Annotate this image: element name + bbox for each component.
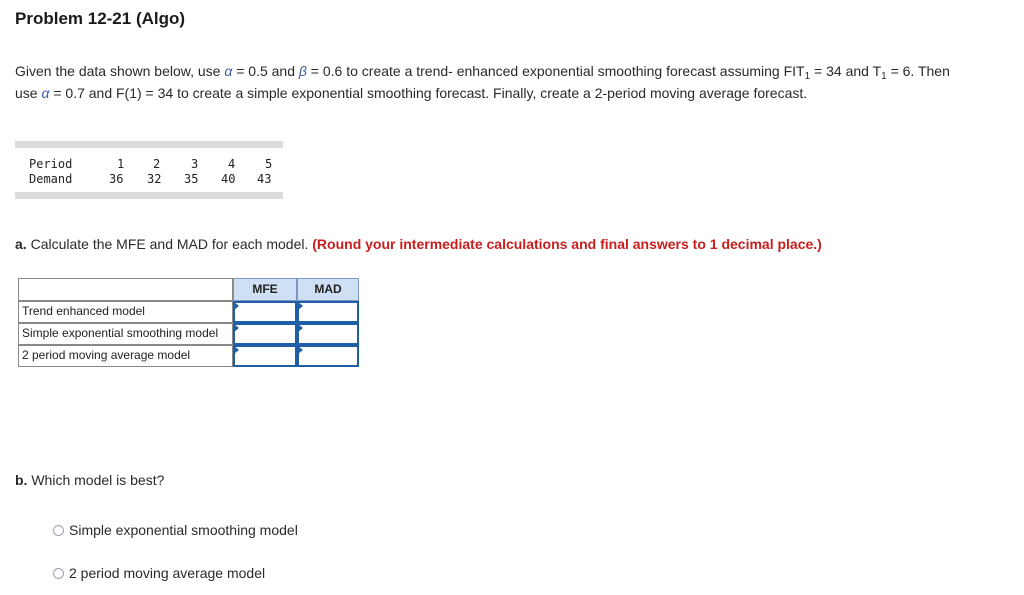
period-label: Period [29,157,73,171]
alpha-symbol: α [224,63,233,79]
part-b-text: Which model is best? [27,472,165,488]
period-cell: 4 [228,157,236,171]
row-label-trend-enhanced: Trend enhanced model [18,301,233,323]
demand-cell: 32 [147,172,162,186]
mfe-column-header: MFE [233,278,297,301]
ma-mfe-input[interactable] [233,345,297,367]
period-cell: 5 [265,157,273,171]
demand-cell: 43 [257,172,272,186]
radio-button[interactable] [53,525,64,536]
alpha-symbol-2: α [41,85,50,101]
trend-mad-input[interactable] [297,301,359,323]
option-moving-average[interactable] [53,565,265,581]
ses-mfe-input[interactable] [233,323,297,345]
part-a-label: a. [15,236,27,252]
instr-text-2: = 0.5 and [232,63,299,79]
demand-cell: 35 [184,172,199,186]
problem-title: Problem 12-21 (Algo) [15,9,186,28]
instr-text-4: = 34 and T [810,63,882,79]
trend-mad-field[interactable] [299,303,357,321]
period-cell: 2 [153,157,161,171]
period-cell: 3 [191,157,199,171]
ses-mad-field[interactable] [299,325,357,343]
part-a-question [15,236,822,252]
beta-symbol: β [298,63,307,79]
row-label-simple-exponential: Simple exponential smoothing model [18,323,233,345]
instr-text-6: = 0.7 and F(1) = 34 to create a simple exponential smoothing forecast. Finally, create a 2-period moving average forecast. [49,85,808,101]
option-label[interactable]: Simple exponential smoothing model [69,522,298,538]
ses-mfe-field[interactable] [235,325,295,343]
demand-data-table [15,141,283,199]
answer-table [18,278,359,367]
rounding-note: (Round your intermediate calculations and final answers to 1 decimal place.) [312,236,822,252]
part-b-question [15,472,164,488]
row-label-moving-average: 2 period moving average model [18,345,233,367]
period-cell: 1 [117,157,125,171]
demand-label: Demand [29,172,73,186]
trend-mfe-field[interactable] [235,303,295,321]
ma-mad-field[interactable] [299,347,357,365]
trend-mfe-input[interactable] [233,301,297,323]
part-b-label: b. [15,472,28,488]
instr-text-3: = 0.6 to create a trend- enhanced exponential smoothing forecast assuming FIT [306,63,805,79]
table-top-rule [15,141,283,148]
ma-mfe-field[interactable] [235,347,295,365]
demand-cell: 40 [221,172,236,186]
table-bottom-rule [15,192,283,199]
header-empty-cell [18,278,233,301]
fit-subscript: 1 [804,71,811,82]
mad-column-header: MAD [297,278,359,301]
instr-text-5: = 6. Then use [15,63,950,101]
option-label[interactable]: 2 period moving average model [69,565,266,581]
option-simple-exponential[interactable] [53,522,298,538]
problem-instructions [15,60,975,104]
ses-mad-input[interactable] [297,323,359,345]
demand-cell: 36 [109,172,124,186]
radio-button[interactable] [53,568,64,579]
instr-text-1: Given the data shown below, use [15,63,225,79]
part-a-text: Calculate the MFE and MAD for each model. [26,236,313,252]
ma-mad-input[interactable] [297,345,359,367]
t-subscript: 1 [881,71,887,82]
